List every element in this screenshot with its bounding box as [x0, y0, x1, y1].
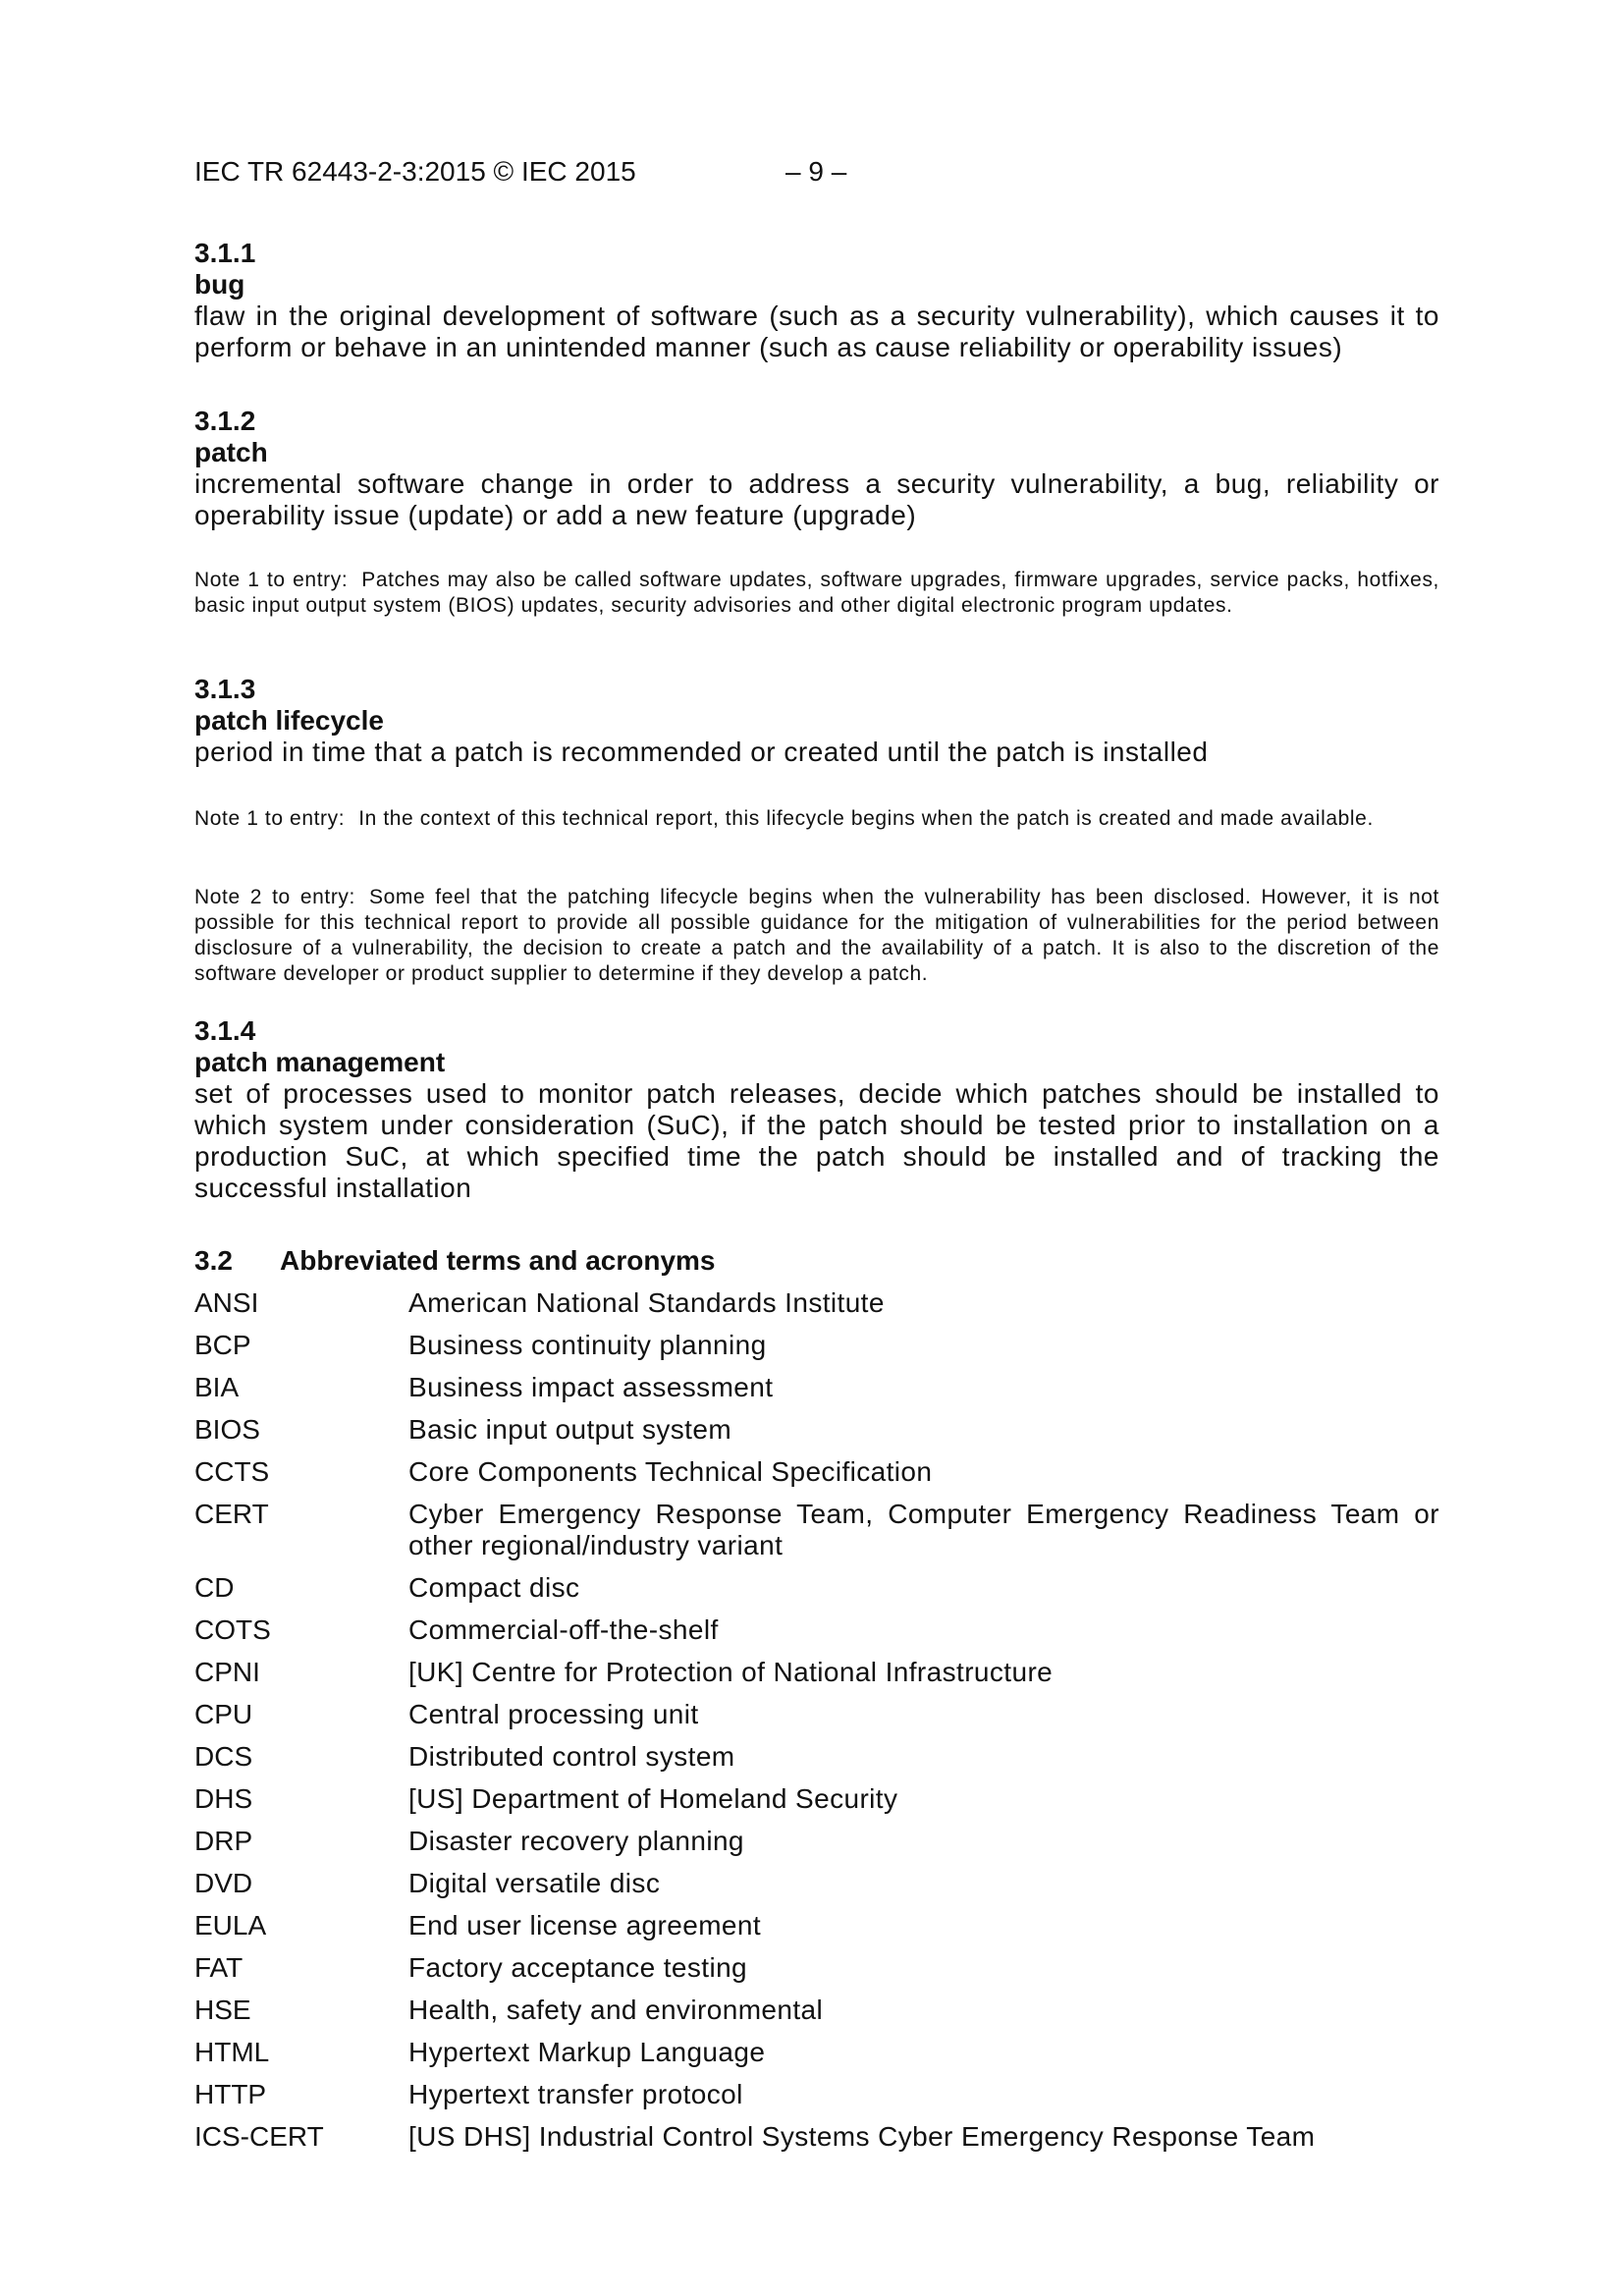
abbreviation-row [194, 1699, 1439, 1730]
term-entry-patch [194, 406, 1439, 531]
abbreviation-row [194, 2121, 1439, 2153]
abbreviation: EULA [194, 1910, 267, 1941]
abbreviation-row [194, 1826, 1439, 1857]
abbreviation: ANSI [194, 1287, 259, 1318]
expansion: Distributed control system [408, 1741, 735, 1772]
abbreviation: BIA [194, 1372, 240, 1402]
term-entry-bug [194, 238, 1439, 363]
abbreviation-row [194, 1910, 1439, 1941]
abbreviation: DVD [194, 1868, 253, 1898]
abbreviation-row [194, 1287, 1439, 1319]
term-definition: period in time that a patch is recommended or created until the patch is installed [194, 737, 1209, 767]
abbreviation: HTML [194, 2037, 270, 2067]
expansion: Digital versatile disc [408, 1868, 661, 1898]
abbreviation: CPU [194, 1699, 253, 1729]
term-note [194, 885, 1439, 987]
abbreviation: COTS [194, 1614, 271, 1645]
page-header [194, 155, 847, 189]
abbreviation: DHS [194, 1783, 253, 1814]
abbreviation: FAT [194, 1952, 243, 1983]
expansion: Core Components Technical Specification [408, 1456, 933, 1487]
term-number: 3.1.1 [194, 238, 256, 268]
note-label: Note 1 to entry: [194, 807, 346, 830]
abbreviation-row [194, 1952, 1439, 1984]
expansion: Central processing unit [408, 1699, 699, 1729]
term-definition: set of processes used to monitor patch releases, decide which patches should be installed to which system under consideration (SuC), if the patch should be tested prior to installation on a production SuC, at which specified time the patch should be installed and of tracking the successful installation [194, 1078, 1439, 1203]
expansion: Business impact assessment [408, 1372, 774, 1402]
abbreviation-row [194, 1657, 1439, 1688]
section-title: Abbreviated terms and acronyms [280, 1245, 716, 1276]
expansion: Factory acceptance testing [408, 1952, 748, 1983]
term-entry-patch-management [194, 1015, 1439, 1204]
abbreviation-row [194, 1995, 1439, 2026]
abbreviation-row [194, 2079, 1439, 2110]
expansion: Cyber Emergency Response Team, Computer Emergency Readiness Team or other regional/industry variant [408, 1499, 1439, 1560]
term-name: patch [194, 437, 268, 467]
note-text: Some feel that the patching lifecycle begins when the vulnerability has been disclosed. However, it is not possible for this technical report to provide all possible guidance for the mitigation of vulnerabilities for the period between disclosure of a vulnerability, the decision to create a patch and the availability of a patch. It is also to the discretion of the software developer or product supplier to determine if they develop a patch. [194, 886, 1439, 985]
expansion: [UK] Centre for Protection of National Infrastructure [408, 1657, 1054, 1687]
note-text: Patches may also be called software updates, software upgrades, firmware upgrades, service packs, hotfixes, basic input output system (BIOS) updates, security advisories and other digital electronic program updates. [194, 569, 1439, 617]
note-text: In the context of this technical report, this lifecycle begins when the patch is created and made available. [358, 807, 1374, 830]
term-name: patch lifecycle [194, 705, 384, 736]
term-entry-patch-lifecycle [194, 674, 1439, 768]
term-name: patch management [194, 1047, 446, 1077]
abbreviation-row [194, 1499, 1439, 1561]
abbreviation: DCS [194, 1741, 253, 1772]
term-definition: incremental software change in order to address a security vulnerability, a bug, reliability or operability issue (update) or add a new feature (upgrade) [194, 468, 1439, 530]
expansion: Commercial-off-the-shelf [408, 1614, 719, 1645]
abbreviation: CERT [194, 1499, 269, 1529]
abbreviation: CCTS [194, 1456, 270, 1487]
abbreviation-row [194, 1614, 1439, 1646]
expansion: Business continuity planning [408, 1330, 767, 1360]
term-number: 3.1.2 [194, 406, 256, 436]
note-label: Note 2 to entry: [194, 886, 355, 908]
abbreviation-row [194, 1414, 1439, 1446]
expansion: Health, safety and environmental [408, 1995, 824, 2025]
term-note [194, 568, 1439, 619]
abbreviation-row [194, 1456, 1439, 1488]
document-id: IEC TR 62443-2-3:2015 © IEC 2015 [194, 156, 636, 187]
abbreviation-row [194, 2037, 1439, 2068]
expansion: [US DHS] Industrial Control Systems Cyber Emergency Response Team [408, 2121, 1316, 2152]
term-name: bug [194, 269, 245, 300]
term-note [194, 806, 1439, 832]
expansion: Compact disc [408, 1572, 580, 1603]
term-number: 3.1.3 [194, 674, 256, 704]
expansion: End user license agreement [408, 1910, 762, 1941]
abbreviation: BIOS [194, 1414, 260, 1445]
abbreviation-row [194, 1572, 1439, 1604]
abbreviation-row [194, 1330, 1439, 1361]
section-heading [194, 1245, 716, 1277]
page-number: – 9 – [785, 156, 847, 187]
abbreviation-row [194, 1372, 1439, 1403]
abbreviation: CD [194, 1572, 235, 1603]
expansion: American National Standards Institute [408, 1287, 885, 1318]
abbreviation: ICS-CERT [194, 2121, 324, 2152]
expansion: [US] Department of Homeland Security [408, 1783, 898, 1814]
abbreviation-row [194, 1783, 1439, 1815]
expansion: Disaster recovery planning [408, 1826, 744, 1856]
abbreviation: HTTP [194, 2079, 267, 2109]
note-label: Note 1 to entry: [194, 569, 349, 591]
expansion: Basic input output system [408, 1414, 732, 1445]
section-number: 3.2 [194, 1245, 233, 1276]
expansion: Hypertext Markup Language [408, 2037, 766, 2067]
abbreviation-row [194, 1868, 1439, 1899]
expansion: Hypertext transfer protocol [408, 2079, 743, 2109]
abbreviation: HSE [194, 1995, 251, 2025]
abbreviation: DRP [194, 1826, 253, 1856]
abbreviation-row [194, 1741, 1439, 1773]
abbreviation: CPNI [194, 1657, 260, 1687]
term-number: 3.1.4 [194, 1015, 256, 1046]
term-definition: flaw in the original development of software (such as a security vulnerability), which causes it to perform or behave in an unintended manner (such as cause reliability or operability issues) [194, 301, 1439, 362]
abbreviation: BCP [194, 1330, 251, 1360]
abbreviation-list [194, 1287, 1439, 2163]
